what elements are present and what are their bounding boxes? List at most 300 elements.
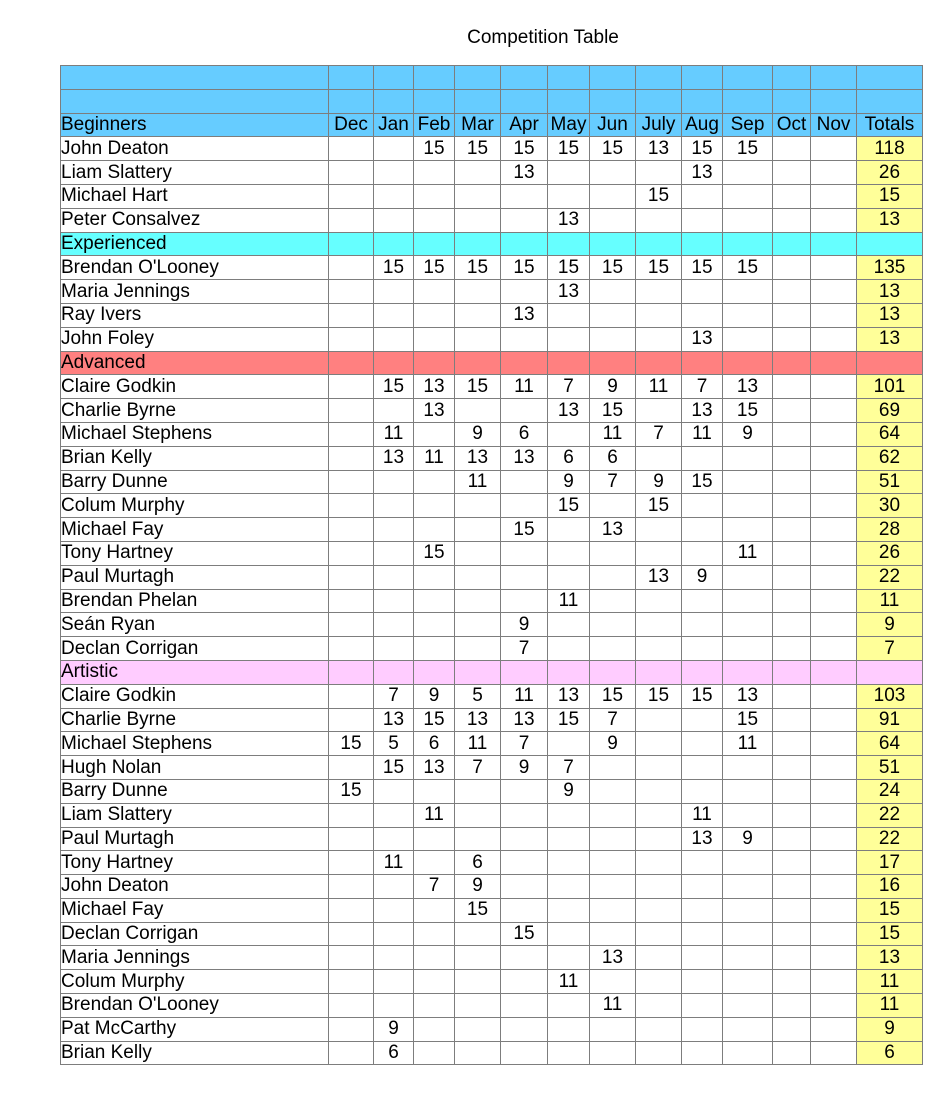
- table-row: [61, 518, 923, 542]
- month-score: [811, 898, 857, 922]
- month-score: [682, 541, 723, 565]
- category-cell: [773, 351, 811, 375]
- month-score: [773, 684, 811, 708]
- table-row: [61, 756, 923, 780]
- month-score: 13: [501, 161, 548, 185]
- month-score: 7: [548, 375, 590, 399]
- month-score: 15: [414, 541, 455, 565]
- month-score: 6: [548, 446, 590, 470]
- category-cell: [773, 660, 811, 684]
- competitor-name: Barry Dunne: [61, 779, 329, 803]
- header-band-row: [61, 66, 923, 90]
- month-score: 11: [501, 684, 548, 708]
- month-score: [636, 994, 682, 1018]
- month-score: [811, 946, 857, 970]
- month-score: [723, 803, 773, 827]
- month-score: 11: [682, 803, 723, 827]
- month-score: [811, 303, 857, 327]
- competitor-name: Maria Jennings: [61, 280, 329, 304]
- month-score: [773, 708, 811, 732]
- month-score: [374, 827, 414, 851]
- competitor-name: Charlie Byrne: [61, 399, 329, 423]
- month-score: [723, 303, 773, 327]
- category-cell: [329, 232, 374, 256]
- month-score: 15: [414, 137, 455, 161]
- total-score: 15: [857, 898, 923, 922]
- month-score: [414, 922, 455, 946]
- month-score: 15: [723, 399, 773, 423]
- category-cell: [455, 232, 501, 256]
- category-cell: [590, 660, 636, 684]
- month-score: 15: [548, 256, 590, 280]
- table-row: [61, 494, 923, 518]
- total-score: 118: [857, 137, 923, 161]
- month-score: 11: [414, 446, 455, 470]
- month-score: [773, 375, 811, 399]
- month-score: [590, 779, 636, 803]
- month-score: [329, 208, 374, 232]
- month-score: [773, 898, 811, 922]
- month-score: [723, 280, 773, 304]
- month-score: [811, 922, 857, 946]
- month-score: [329, 256, 374, 280]
- month-score: [682, 280, 723, 304]
- total-score: 13: [857, 303, 923, 327]
- month-score: [414, 565, 455, 589]
- month-score: [811, 375, 857, 399]
- month-score: 9: [501, 756, 548, 780]
- table-row: [61, 1017, 923, 1041]
- category-cell: [414, 232, 455, 256]
- month-score: 6: [414, 732, 455, 756]
- month-score: [723, 946, 773, 970]
- header-cell: [723, 89, 773, 113]
- total-score: 11: [857, 994, 923, 1018]
- month-score: [414, 589, 455, 613]
- month-score: 9: [414, 684, 455, 708]
- month-score: [455, 827, 501, 851]
- month-score: [723, 875, 773, 899]
- month-score: [682, 208, 723, 232]
- month-score: [811, 756, 857, 780]
- month-score: [773, 637, 811, 661]
- month-score: [773, 1017, 811, 1041]
- competitor-name: Michael Hart: [61, 184, 329, 208]
- month-score: 15: [374, 756, 414, 780]
- competitor-name: Barry Dunne: [61, 470, 329, 494]
- month-score: 13: [455, 708, 501, 732]
- month-score: [501, 208, 548, 232]
- month-score: [590, 827, 636, 851]
- month-score: [811, 184, 857, 208]
- month-score: [329, 613, 374, 637]
- month-score: [636, 1017, 682, 1041]
- month-score: 15: [548, 494, 590, 518]
- category-cell: [501, 232, 548, 256]
- month-score: [773, 732, 811, 756]
- month-score: 7: [590, 708, 636, 732]
- month-score: [636, 1041, 682, 1065]
- month-score: [548, 803, 590, 827]
- month-score: [414, 613, 455, 637]
- month-score: [374, 946, 414, 970]
- month-score: 13: [723, 684, 773, 708]
- month-score: [329, 1041, 374, 1065]
- table-row: [61, 541, 923, 565]
- header-cell: [329, 89, 374, 113]
- month-score: [723, 637, 773, 661]
- month-score: [636, 898, 682, 922]
- month-score: [374, 399, 414, 423]
- table-row: [61, 803, 923, 827]
- month-score: [811, 565, 857, 589]
- month-score: 9: [548, 779, 590, 803]
- month-score: [329, 946, 374, 970]
- month-score: [548, 613, 590, 637]
- month-score: [414, 1017, 455, 1041]
- column-header: Apr: [501, 113, 548, 137]
- month-score: [414, 303, 455, 327]
- month-score: [811, 589, 857, 613]
- month-score: [811, 137, 857, 161]
- month-score: [414, 851, 455, 875]
- table-row: [61, 565, 923, 589]
- month-score: [811, 613, 857, 637]
- month-score: 11: [682, 422, 723, 446]
- page-title: Competition Table: [467, 27, 619, 48]
- month-score: [329, 161, 374, 185]
- month-score: [455, 184, 501, 208]
- month-score: [548, 184, 590, 208]
- table-row: [61, 684, 923, 708]
- month-score: [723, 613, 773, 637]
- month-score: 9: [455, 875, 501, 899]
- month-score: [682, 1041, 723, 1065]
- total-score: 69: [857, 399, 923, 423]
- month-score: 13: [723, 375, 773, 399]
- month-score: [414, 779, 455, 803]
- column-header: Feb: [414, 113, 455, 137]
- category-cell: [773, 232, 811, 256]
- month-score: [773, 518, 811, 542]
- month-score: 9: [723, 422, 773, 446]
- total-score: 26: [857, 541, 923, 565]
- month-score: [374, 779, 414, 803]
- month-score: [548, 994, 590, 1018]
- month-score: [374, 303, 414, 327]
- header-cell: [548, 66, 590, 90]
- competitor-name: John Deaton: [61, 875, 329, 899]
- month-score: [723, 327, 773, 351]
- month-score: [374, 970, 414, 994]
- month-score: 13: [682, 327, 723, 351]
- month-score: [329, 970, 374, 994]
- month-score: [414, 184, 455, 208]
- month-score: [811, 256, 857, 280]
- month-score: [590, 613, 636, 637]
- month-score: [682, 779, 723, 803]
- month-score: [329, 994, 374, 1018]
- competitor-name: Liam Slattery: [61, 161, 329, 185]
- month-score: [374, 898, 414, 922]
- month-score: [414, 327, 455, 351]
- table-row: [61, 970, 923, 994]
- month-score: 13: [636, 565, 682, 589]
- month-score: 15: [723, 137, 773, 161]
- month-score: [548, 732, 590, 756]
- table-row: [61, 922, 923, 946]
- month-score: [414, 898, 455, 922]
- month-score: [329, 589, 374, 613]
- month-score: [811, 708, 857, 732]
- month-score: [455, 1041, 501, 1065]
- month-score: [501, 327, 548, 351]
- month-score: [455, 994, 501, 1018]
- month-score: [811, 637, 857, 661]
- category-cell: [636, 351, 682, 375]
- month-score: 15: [723, 256, 773, 280]
- competitor-name: Tony Hartney: [61, 851, 329, 875]
- month-score: 15: [636, 494, 682, 518]
- competitor-name: Claire Godkin: [61, 684, 329, 708]
- competitor-name: Declan Corrigan: [61, 922, 329, 946]
- month-score: 11: [723, 732, 773, 756]
- month-score: [811, 208, 857, 232]
- month-score: [501, 898, 548, 922]
- table-row: [61, 256, 923, 280]
- month-score: 11: [374, 851, 414, 875]
- month-score: 6: [374, 1041, 414, 1065]
- month-score: 13: [414, 756, 455, 780]
- table-row: [61, 399, 923, 423]
- table-row: [61, 470, 923, 494]
- month-score: [636, 803, 682, 827]
- month-score: [590, 161, 636, 185]
- header-cell: [590, 66, 636, 90]
- total-score: 9: [857, 1017, 923, 1041]
- month-score: [590, 756, 636, 780]
- header-cell: [682, 66, 723, 90]
- total-score: 13: [857, 946, 923, 970]
- column-header: May: [548, 113, 590, 137]
- month-score: [374, 494, 414, 518]
- month-score: [455, 327, 501, 351]
- table-row: [61, 589, 923, 613]
- category-cell: [590, 351, 636, 375]
- month-score: [414, 946, 455, 970]
- month-score: [723, 470, 773, 494]
- competitor-name: John Deaton: [61, 137, 329, 161]
- month-score: [374, 280, 414, 304]
- total-score: 24: [857, 779, 923, 803]
- month-score: [374, 637, 414, 661]
- month-score: [773, 803, 811, 827]
- month-score: [636, 946, 682, 970]
- table-row: [61, 375, 923, 399]
- month-score: [682, 589, 723, 613]
- month-score: [773, 161, 811, 185]
- column-header: Totals: [857, 113, 923, 137]
- total-score: 22: [857, 803, 923, 827]
- month-score: 11: [414, 803, 455, 827]
- total-score: 101: [857, 375, 923, 399]
- month-score: [682, 756, 723, 780]
- month-score: 15: [455, 898, 501, 922]
- total-score: 13: [857, 280, 923, 304]
- month-score: 15: [374, 375, 414, 399]
- month-score: [636, 541, 682, 565]
- month-score: 15: [548, 708, 590, 732]
- month-score: [374, 565, 414, 589]
- table-row: [61, 184, 923, 208]
- month-score: [501, 946, 548, 970]
- category-row-beginners: [61, 113, 923, 137]
- month-score: [590, 589, 636, 613]
- month-score: [548, 946, 590, 970]
- header-cell: [636, 66, 682, 90]
- table-row: [61, 161, 923, 185]
- month-score: 7: [501, 732, 548, 756]
- month-score: 7: [548, 756, 590, 780]
- category-cell: [811, 232, 857, 256]
- month-score: [636, 589, 682, 613]
- table-row: [61, 1041, 923, 1065]
- competitor-name: Charlie Byrne: [61, 708, 329, 732]
- month-score: 9: [374, 1017, 414, 1041]
- table-row: [61, 637, 923, 661]
- category-cell: [548, 660, 590, 684]
- month-score: [455, 518, 501, 542]
- column-header: Jan: [374, 113, 414, 137]
- month-score: [590, 922, 636, 946]
- month-score: [548, 898, 590, 922]
- month-score: 11: [455, 470, 501, 494]
- total-score: 9: [857, 613, 923, 637]
- month-score: [636, 756, 682, 780]
- month-score: [773, 589, 811, 613]
- category-cell: [811, 660, 857, 684]
- month-score: [329, 518, 374, 542]
- competitor-name: Colum Murphy: [61, 970, 329, 994]
- month-score: [773, 327, 811, 351]
- total-score: 17: [857, 851, 923, 875]
- month-score: 15: [374, 256, 414, 280]
- total-score: 30: [857, 494, 923, 518]
- month-score: [811, 827, 857, 851]
- competitor-name: Liam Slattery: [61, 803, 329, 827]
- month-score: 13: [636, 137, 682, 161]
- month-score: [455, 208, 501, 232]
- category-row-advanced: [61, 351, 923, 375]
- month-score: [682, 946, 723, 970]
- header-cell: [636, 89, 682, 113]
- month-score: [723, 756, 773, 780]
- competitor-name: Michael Fay: [61, 518, 329, 542]
- month-score: [501, 1017, 548, 1041]
- month-score: [374, 518, 414, 542]
- competitor-name: Claire Godkin: [61, 375, 329, 399]
- header-cell: [590, 89, 636, 113]
- month-score: [414, 494, 455, 518]
- month-score: [590, 565, 636, 589]
- month-score: [811, 541, 857, 565]
- month-score: 11: [723, 541, 773, 565]
- header-cell: [773, 89, 811, 113]
- month-score: 11: [548, 970, 590, 994]
- month-score: 13: [548, 684, 590, 708]
- competitor-name: Paul Murtagh: [61, 565, 329, 589]
- month-score: 7: [455, 756, 501, 780]
- month-score: [501, 803, 548, 827]
- header-cell: [414, 66, 455, 90]
- month-score: [414, 208, 455, 232]
- month-score: [723, 898, 773, 922]
- header-cell: [682, 89, 723, 113]
- table-row: [61, 327, 923, 351]
- month-score: [455, 303, 501, 327]
- month-score: [723, 922, 773, 946]
- month-score: 13: [501, 708, 548, 732]
- competitor-name: Peter Consalvez: [61, 208, 329, 232]
- total-score: 28: [857, 518, 923, 542]
- total-score: 62: [857, 446, 923, 470]
- competitor-name: Paul Murtagh: [61, 827, 329, 851]
- month-score: 9: [682, 565, 723, 589]
- table-row: [61, 898, 923, 922]
- month-score: [329, 1017, 374, 1041]
- category-cell: [636, 232, 682, 256]
- month-score: [329, 327, 374, 351]
- header-cell: [501, 66, 548, 90]
- month-score: [723, 565, 773, 589]
- month-score: [455, 565, 501, 589]
- month-score: [773, 256, 811, 280]
- month-score: 15: [455, 137, 501, 161]
- month-score: [329, 494, 374, 518]
- competitor-name: Michael Stephens: [61, 732, 329, 756]
- month-score: [811, 518, 857, 542]
- month-score: [590, 184, 636, 208]
- month-score: 15: [682, 684, 723, 708]
- month-score: 15: [455, 375, 501, 399]
- month-score: [414, 1041, 455, 1065]
- month-score: [414, 422, 455, 446]
- column-header: Sep: [723, 113, 773, 137]
- month-score: [773, 470, 811, 494]
- table-row: [61, 779, 923, 803]
- total-score: 7: [857, 637, 923, 661]
- month-score: [374, 613, 414, 637]
- category-cell: [414, 351, 455, 375]
- month-score: 13: [548, 399, 590, 423]
- month-score: [682, 494, 723, 518]
- month-score: 13: [548, 280, 590, 304]
- month-score: [636, 518, 682, 542]
- header-cell: [61, 89, 329, 113]
- total-score: 22: [857, 827, 923, 851]
- month-score: 7: [636, 422, 682, 446]
- month-score: 13: [682, 161, 723, 185]
- month-score: [590, 303, 636, 327]
- month-score: 7: [590, 470, 636, 494]
- month-score: [811, 470, 857, 494]
- header-cell: [723, 66, 773, 90]
- category-cell: [329, 660, 374, 684]
- month-score: [773, 494, 811, 518]
- month-score: [636, 399, 682, 423]
- competitor-name: Tony Hartney: [61, 541, 329, 565]
- month-score: [548, 541, 590, 565]
